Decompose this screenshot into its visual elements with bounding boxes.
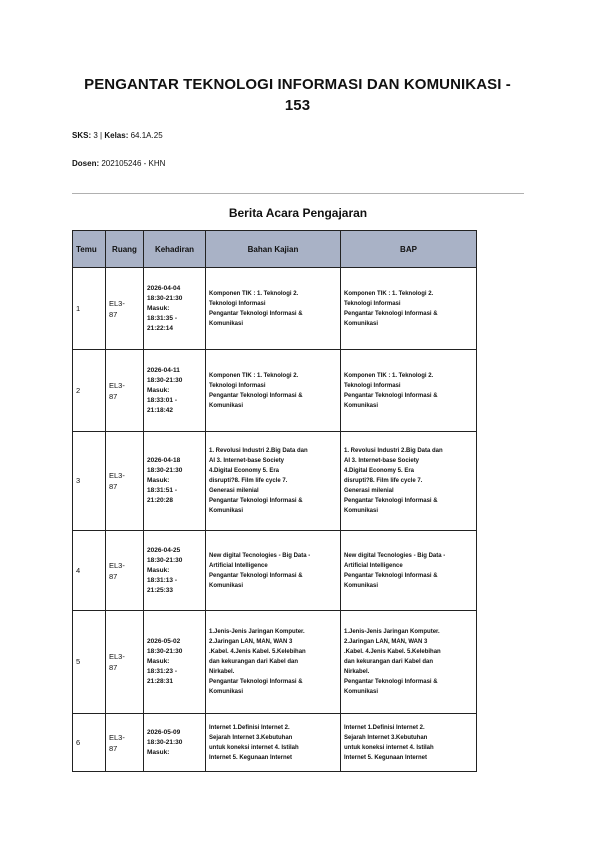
cell-bap-line: Komunikasi bbox=[344, 402, 379, 409]
cell-bap-line: 4.Digital Economy 5. Era bbox=[344, 468, 415, 474]
table-header-row bbox=[73, 231, 477, 268]
cell-bahan-kajian-line: Komunikasi bbox=[209, 508, 244, 514]
cell-bap-line: Komunikasi bbox=[344, 689, 379, 695]
cell-bahan-kajian-line: Pengantar Teknologi Informasi & bbox=[209, 679, 303, 685]
cell-temu: 3 bbox=[73, 432, 106, 531]
cell-ruang-line: EL3- bbox=[109, 298, 125, 308]
cell-bap-line: Generasi milenial bbox=[344, 488, 394, 494]
cell-bahan-kajian-line: Komunikasi bbox=[209, 689, 244, 695]
cell-ruang bbox=[106, 350, 144, 432]
cell-bahan-kajian-line: Pengantar Teknologi Informasi & bbox=[209, 498, 303, 504]
cell-kehadiran-line: 21:20:28 bbox=[147, 497, 174, 504]
dosen-label: Dosen: bbox=[72, 159, 100, 168]
cell-ruang-line: 87 bbox=[109, 391, 118, 401]
cell-kehadiran-line: Masuk: bbox=[147, 748, 170, 756]
cell-bap-line: Komunikasi bbox=[344, 582, 379, 589]
cell-kehadiran bbox=[144, 350, 206, 432]
cell-bahan-kajian-line: Komunikasi bbox=[209, 582, 244, 589]
cell-temu: 5 bbox=[73, 611, 106, 714]
table-row bbox=[73, 350, 477, 432]
cell-bahan-kajian-line: disrupti?8. Film life cycle 7. bbox=[209, 478, 288, 484]
cell-kehadiran-line: Masuk: bbox=[147, 566, 170, 574]
cell-kehadiran-line: 2026-05-02 bbox=[147, 638, 181, 645]
cell-bap-line: .Kabel. 4.Jenis Kabel. 5.Kelebihan bbox=[344, 649, 441, 655]
divider bbox=[72, 193, 524, 194]
cell-bahan-kajian-line: Nirkabel. bbox=[209, 669, 235, 675]
cell-bahan-kajian bbox=[206, 714, 341, 772]
cell-bahan-kajian-line: 1.Jenis-Jenis Jaringan Komputer. bbox=[209, 629, 305, 635]
cell-ruang-line: EL3- bbox=[109, 471, 125, 480]
cell-bahan-kajian-line: .Kabel. 4.Jenis Kabel. 5.Kelebihan bbox=[209, 649, 306, 655]
cell-temu: 1 bbox=[73, 268, 106, 350]
header-temu: Temu bbox=[73, 231, 106, 268]
cell-bap-line: Pengantar Teknologi Informasi & bbox=[344, 498, 438, 504]
cell-bap-line: untuk koneksi internet 4. Istilah bbox=[344, 744, 434, 751]
bap-table bbox=[72, 230, 477, 772]
cell-bap-line: Sejarah Internet 3.Kebutuhan bbox=[344, 734, 428, 741]
cell-bahan-kajian-line: Sejarah Internet 3.Kebutuhan bbox=[209, 734, 293, 741]
cell-bap-line: Internet 5. Kegunaan Internet bbox=[344, 754, 428, 761]
cell-ruang-line: EL3- bbox=[109, 380, 125, 390]
cell-kehadiran-line: Masuk: bbox=[147, 658, 170, 665]
cell-bahan-kajian-line: dan kekurangan dari Kabel dan bbox=[209, 659, 299, 665]
table-row bbox=[73, 432, 477, 531]
cell-kehadiran-line: 2026-04-04 bbox=[147, 284, 181, 292]
cell-ruang bbox=[106, 714, 144, 772]
document-title bbox=[60, 74, 535, 116]
cell-bap bbox=[341, 714, 477, 772]
cell-bap-line: Artificial Intelligence bbox=[344, 562, 403, 569]
cell-kehadiran bbox=[144, 714, 206, 772]
course-meta bbox=[72, 131, 163, 140]
cell-bahan-kajian-line: Pengantar Teknologi Informasi & bbox=[209, 310, 303, 317]
table-row bbox=[73, 611, 477, 714]
cell-kehadiran bbox=[144, 611, 206, 714]
cell-kehadiran-line: 18:30-21:30 bbox=[147, 648, 183, 655]
cell-kehadiran-line: 21:22:14 bbox=[147, 324, 174, 332]
cell-ruang-line: EL3- bbox=[109, 560, 125, 570]
header-bap: BAP bbox=[341, 231, 477, 268]
cell-ruang-line: 87 bbox=[109, 482, 118, 491]
cell-kehadiran bbox=[144, 531, 206, 611]
cell-bahan-kajian-line: AI 3. Internet-base Society bbox=[209, 458, 285, 464]
table-row bbox=[73, 714, 477, 772]
cell-kehadiran-line: Masuk: bbox=[147, 386, 170, 394]
cell-bahan-kajian-line: 4.Digital Economy 5. Era bbox=[209, 468, 280, 474]
kelas-value: 64.1A.25 bbox=[130, 131, 163, 140]
cell-bap bbox=[341, 432, 477, 531]
cell-bap-line: Pengantar Teknologi Informasi & bbox=[344, 572, 438, 579]
cell-kehadiran-line: 18:30-21:30 bbox=[147, 738, 183, 746]
cell-bahan-kajian bbox=[206, 432, 341, 531]
cell-bahan-kajian-line: Komunikasi bbox=[209, 402, 244, 409]
cell-bahan-kajian-line: Generasi milenial bbox=[209, 488, 259, 494]
header-ruang: Ruang bbox=[106, 231, 144, 268]
cell-bap-line: disrupti?8. Film life cycle 7. bbox=[344, 478, 423, 484]
cell-bahan-kajian-line: untuk koneksi internet 4. Istilah bbox=[209, 744, 299, 751]
cell-bap-line: Komponen TIK : 1. Teknologi 2. bbox=[344, 372, 434, 379]
cell-bap-line: Komponen TIK : 1. Teknologi 2. bbox=[344, 290, 434, 297]
cell-bap-line: 2.Jaringan LAN, MAN, WAN 3 bbox=[344, 639, 428, 645]
cell-kehadiran-line: 18:30-21:30 bbox=[147, 294, 183, 302]
cell-bahan-kajian-line: Internet 1.Definisi Internet 2. bbox=[209, 724, 290, 731]
cell-bap-line: Pengantar Teknologi Informasi & bbox=[344, 310, 438, 317]
cell-kehadiran bbox=[144, 268, 206, 350]
title-line-2: 153 bbox=[284, 97, 311, 114]
cell-ruang bbox=[106, 268, 144, 350]
cell-ruang-line: 87 bbox=[109, 309, 118, 319]
cell-kehadiran-line: 18:31:13 - bbox=[147, 576, 177, 584]
title-line-1: PENGANTAR TEKNOLOGI INFORMASI DAN KOMUNIKASI - bbox=[84, 76, 511, 93]
cell-bap-line: dan kekurangan dari Kabel dan bbox=[344, 659, 434, 665]
cell-ruang-line: 87 bbox=[109, 663, 118, 672]
cell-temu: 2 bbox=[73, 350, 106, 432]
cell-bahan-kajian-line: Artificial Intelligence bbox=[209, 562, 268, 569]
cell-ruang bbox=[106, 611, 144, 714]
cell-bahan-kajian-line: Internet 5. Kegunaan Internet bbox=[209, 754, 293, 761]
cell-bahan-kajian-line: Komunikasi bbox=[209, 320, 244, 327]
cell-temu: 6 bbox=[73, 714, 106, 772]
cell-bap bbox=[341, 350, 477, 432]
meta-separator: | bbox=[100, 131, 105, 140]
cell-bahan-kajian bbox=[206, 268, 341, 350]
cell-bap-line: 1. Revolusi Industri 2.Big Data dan bbox=[344, 448, 443, 454]
cell-bap-line: 1.Jenis-Jenis Jaringan Komputer. bbox=[344, 629, 440, 635]
cell-kehadiran-line: 2026-04-25 bbox=[147, 546, 181, 554]
header-kehadiran: Kehadiran bbox=[144, 231, 206, 268]
cell-bahan-kajian-line: Pengantar Teknologi Informasi & bbox=[209, 572, 303, 579]
cell-kehadiran-line: 18:30-21:30 bbox=[147, 467, 183, 474]
cell-bahan-kajian bbox=[206, 611, 341, 714]
lecturer-meta bbox=[72, 159, 165, 168]
cell-bahan-kajian bbox=[206, 350, 341, 432]
cell-bap-line: Teknologi Informasi bbox=[344, 382, 401, 389]
cell-bap bbox=[341, 531, 477, 611]
cell-bahan-kajian-line: Komponen TIK : 1. Teknologi 2. bbox=[209, 290, 299, 297]
cell-ruang-line: 87 bbox=[109, 743, 118, 753]
cell-kehadiran-line: Masuk: bbox=[147, 304, 170, 312]
cell-ruang-line: EL3- bbox=[109, 652, 125, 661]
cell-bahan-kajian-line: Pengantar Teknologi Informasi & bbox=[209, 392, 303, 399]
cell-bap-line: New digital Tecnologies - Big Data - bbox=[344, 552, 446, 559]
cell-kehadiran-line: 18:31:35 - bbox=[147, 314, 177, 322]
table-row bbox=[73, 531, 477, 611]
cell-kehadiran-line: 21:25:33 bbox=[147, 586, 174, 594]
sks-value: 3 bbox=[93, 131, 98, 140]
table-row bbox=[73, 268, 477, 350]
cell-bahan-kajian bbox=[206, 531, 341, 611]
kelas-label: Kelas: bbox=[104, 131, 129, 140]
cell-ruang-line: 87 bbox=[109, 571, 118, 581]
cell-bap bbox=[341, 611, 477, 714]
cell-bahan-kajian-line: Teknologi Informasi bbox=[209, 300, 266, 307]
cell-bahan-kajian-line: New digital Tecnologies - Big Data - bbox=[209, 552, 311, 559]
cell-bap-line: Pengantar Teknologi Informasi & bbox=[344, 679, 438, 685]
cell-bahan-kajian-line: Teknologi Informasi bbox=[209, 382, 266, 389]
cell-bap-line: AI 3. Internet-base Society bbox=[344, 458, 420, 464]
cell-ruang-line: EL3- bbox=[109, 732, 125, 742]
cell-ruang bbox=[106, 432, 144, 531]
cell-bap-line: Internet 1.Definisi Internet 2. bbox=[344, 724, 425, 731]
cell-kehadiran-line: 2026-05-09 bbox=[147, 728, 181, 736]
header-bahan-kajian: Bahan Kajian bbox=[206, 231, 341, 268]
dosen-value: 202105246 - KHN bbox=[101, 159, 166, 168]
cell-kehadiran-line: 21:28:31 bbox=[147, 678, 174, 685]
cell-kehadiran-line: 2026-04-18 bbox=[147, 457, 181, 464]
sks-label: SKS: bbox=[72, 131, 92, 140]
cell-bahan-kajian-line: 2.Jaringan LAN, MAN, WAN 3 bbox=[209, 639, 293, 645]
cell-ruang bbox=[106, 531, 144, 611]
cell-kehadiran bbox=[144, 432, 206, 531]
cell-bap-line: Nirkabel. bbox=[344, 669, 370, 675]
cell-kehadiran-line: 21:18:42 bbox=[147, 406, 174, 414]
cell-kehadiran-line: 18:30-21:30 bbox=[147, 556, 183, 564]
cell-temu: 4 bbox=[73, 531, 106, 611]
cell-bap-line: Pengantar Teknologi Informasi & bbox=[344, 392, 438, 399]
cell-bahan-kajian-line: Komponen TIK : 1. Teknologi 2. bbox=[209, 372, 299, 379]
section-title: Berita Acara Pengajaran bbox=[228, 206, 368, 220]
cell-kehadiran-line: 18:31:51 - bbox=[147, 487, 177, 494]
cell-bap-line: Komunikasi bbox=[344, 508, 379, 514]
cell-bap-line: Komunikasi bbox=[344, 320, 379, 327]
cell-kehadiran-line: 18:33:01 - bbox=[147, 396, 177, 404]
cell-bap bbox=[341, 268, 477, 350]
cell-kehadiran-line: Masuk: bbox=[147, 477, 170, 484]
cell-kehadiran-line: 18:31:23 - bbox=[147, 668, 177, 675]
cell-bahan-kajian-line: 1. Revolusi Industri 2.Big Data dan bbox=[209, 448, 308, 454]
cell-bap-line: Teknologi Informasi bbox=[344, 300, 401, 307]
cell-kehadiran-line: 18:30-21:30 bbox=[147, 376, 183, 384]
cell-kehadiran-line: 2026-04-11 bbox=[147, 366, 180, 374]
